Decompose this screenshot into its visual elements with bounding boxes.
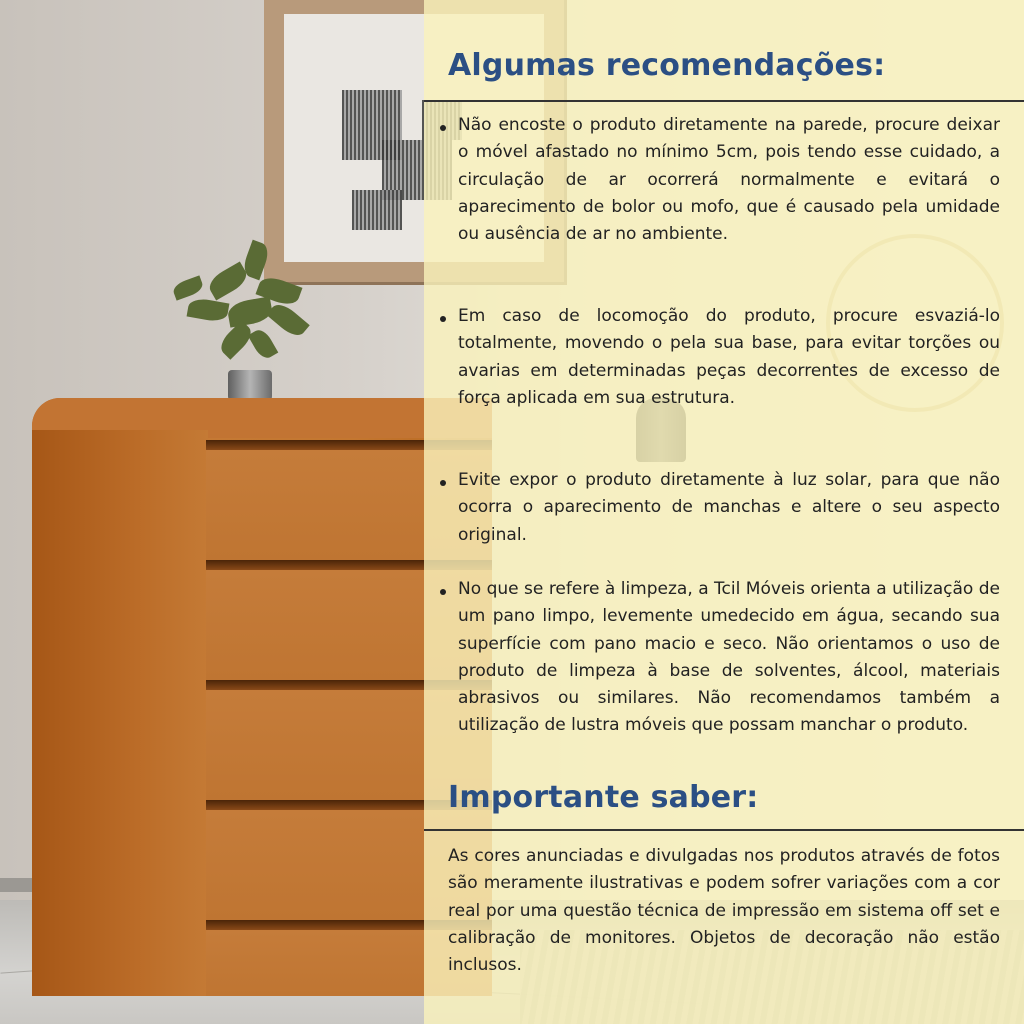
bullet-icon (440, 589, 446, 595)
recommendation-item: Não encoste o produto diretamente na parede, procure deixar o móvel afastado no mínimo 5cm, pois tendo esse cuidado, a circulação de ar ocorrerá normalmente e evitará o aparecimento de bolor ou mofo, que é causado pela umidade ou ausência de ar no ambiente. (458, 115, 1000, 245)
divider (424, 100, 1024, 102)
plant (168, 240, 328, 380)
recommendation-item: No que se refere à limpeza, a Tcil Móveis orienta a utilização de um pano limpo, levemente umedecido em água, secando sua superfície com pano macio e seco. Não orientamos o uso de produto de limpeza à base de solventes, álcool, materiais abrasivos ou similares. Não recomendamos também a utilização de lustra móveis que possam manchar o produto. (458, 579, 1000, 736)
bullet-icon (440, 316, 446, 322)
heading-recommendations: Algumas recomendações: (448, 48, 886, 83)
bullet-icon (440, 125, 446, 131)
divider (424, 829, 1024, 831)
bullet-icon (440, 480, 446, 486)
recommendation-item: Em caso de locomoção do produto, procure esvaziá-lo totalmente, movendo o pela sua base, para evitar torções ou avarias em determinadas peças decorrentes de excesso de força aplicada em sua estrutura. (458, 306, 1000, 408)
heading-important: Importante saber: (448, 780, 759, 815)
recommendation-item: Evite expor o produto diretamente à luz solar, para que não ocorra o aparecimento de manchas e altere o seu aspecto original. (458, 470, 1000, 545)
dresser-side (32, 430, 208, 996)
important-text: As cores anunciadas e divulgadas nos produtos através de fotos são meramente ilustrativas e podem sofrer variações com a cor real por uma questão técnica de impressão em sistema off set e calibração de monitores. Objetos de decoração não estão inclusos. (448, 846, 1000, 976)
